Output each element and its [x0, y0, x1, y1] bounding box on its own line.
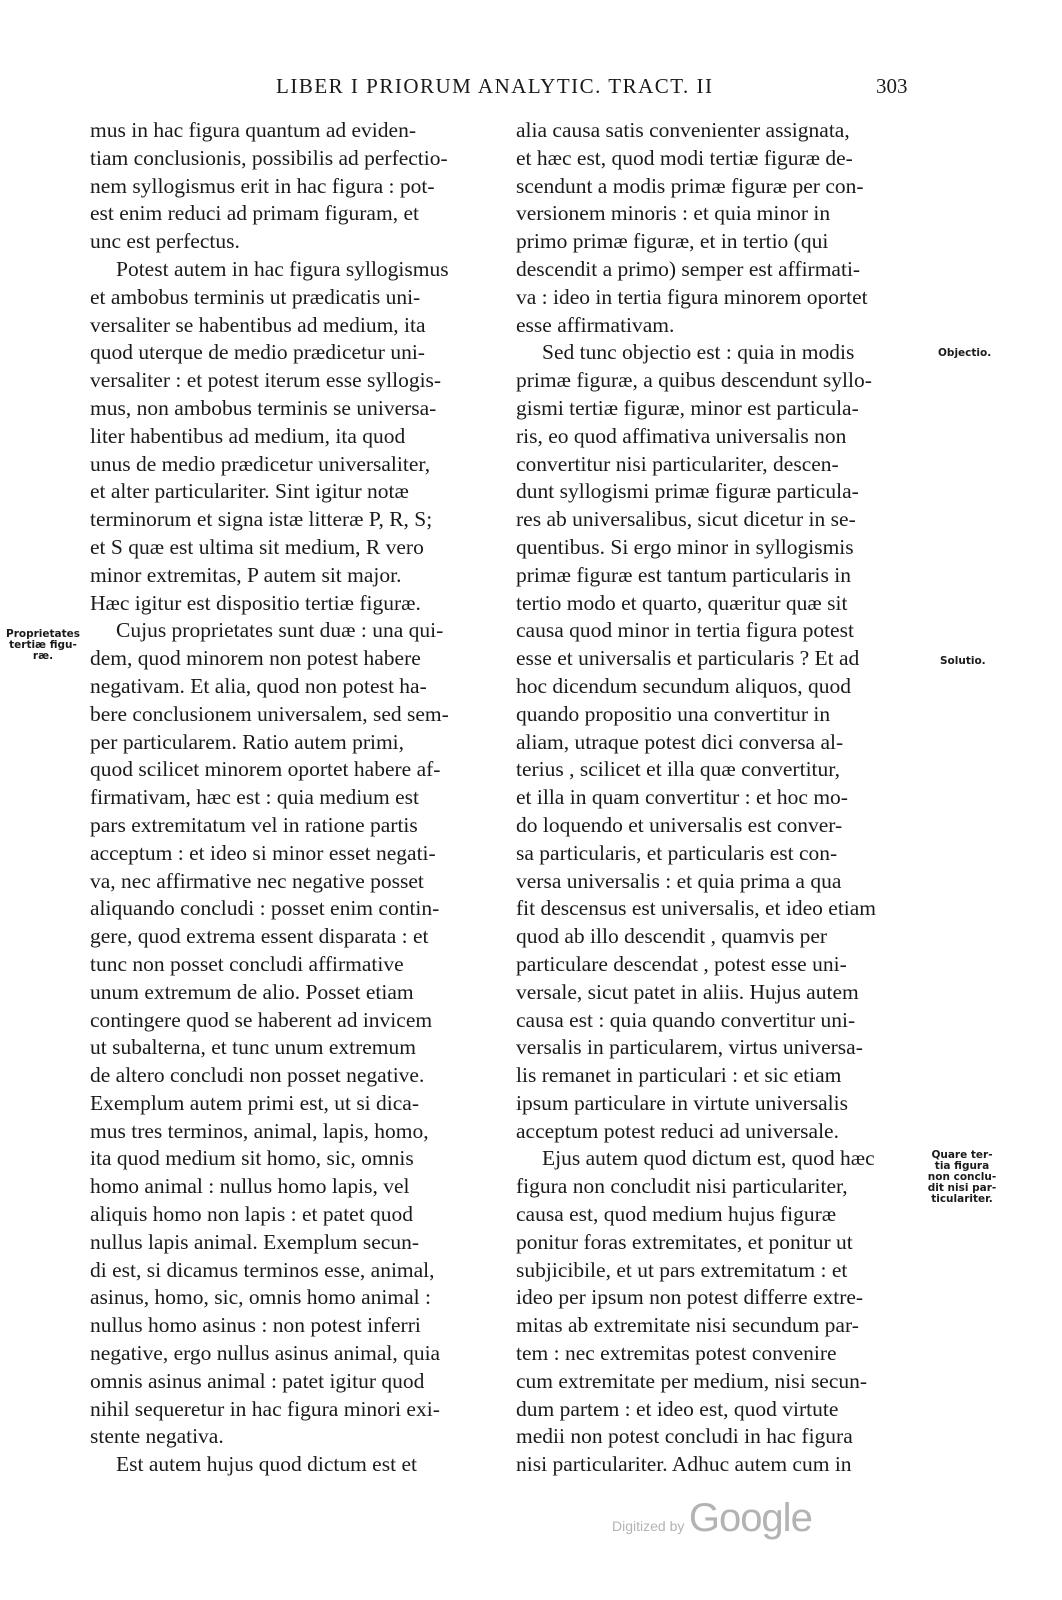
- text-line: nullus lapis animal. Exemplum secun-: [90, 1229, 420, 1254]
- margin-note-line: ræ.: [32, 650, 54, 662]
- text-line: particulare descendat , potest esse uni-: [516, 951, 847, 976]
- running-title: LIBER I PRIORUM ANALYTIC. TRACT. II: [276, 74, 714, 98]
- margin-note-solutio: [940, 656, 986, 667]
- text-line: sa particularis, et particularis est con-: [516, 840, 838, 865]
- text-line: esse et universalis et particularis ? Et ad: [516, 646, 860, 671]
- text-line: unus de medio prædicetur universaliter,: [90, 451, 431, 476]
- text-line: tiam conclusionis, possibilis ad perfectio-: [90, 145, 448, 170]
- text-line: asinus, homo, sic, omnis homo animal :: [90, 1285, 431, 1310]
- text-line: terminorum et signa istæ litteræ P, R, S;: [90, 507, 433, 532]
- text-line: Cujus proprietates sunt duæ : una qui-: [116, 618, 444, 643]
- text-line: causa est, quod medium hujus figuræ: [516, 1202, 837, 1227]
- text-line: nullus homo asinus : non potest inferri: [90, 1313, 421, 1338]
- text-line: mitas ab extremitate nisi secundum par-: [516, 1313, 859, 1338]
- text-line: firmativam, hæc est : quia medium est: [90, 785, 419, 810]
- margin-note-objectio: [938, 348, 991, 359]
- text-line: versionem minoris : et quia minor in: [516, 201, 831, 226]
- text-line: descendit a primo) semper est affirmati-: [516, 256, 861, 281]
- text-line: pars extremitatum vel in ratione partis: [90, 812, 418, 837]
- text-line: dem, quod minorem non potest habere: [90, 646, 421, 671]
- right-text-column: [516, 117, 916, 1479]
- text-line: Sed tunc objectio est : quia in modis: [542, 340, 855, 365]
- text-line: quod scilicet minorem oportet habere af-: [90, 757, 441, 782]
- text-line: homo animal : nullus homo lapis, vel: [90, 1174, 410, 1199]
- text-line: acceptum potest reduci ad universale.: [516, 1118, 839, 1143]
- text-line: aliam, utraque potest dici conversa al-: [516, 729, 844, 754]
- text-line: Potest autem in hac figura syllogismus: [116, 256, 449, 281]
- margin-note-line: Solutio.: [940, 655, 986, 667]
- text-line: convertitur nisi particulariter, descen-: [516, 451, 839, 476]
- text-line: unc est perfectus.: [90, 229, 240, 254]
- text-line: mus in hac figura quantum ad eviden-: [90, 118, 416, 142]
- margin-note-line: tertiæ figu-: [9, 639, 77, 651]
- text-line: tunc non posset concludi affirmative: [90, 951, 404, 976]
- text-line: Est autem hujus quod dictum est et: [116, 1452, 417, 1477]
- text-line: nem syllogismus erit in hac figura : pot-: [90, 173, 435, 198]
- text-line: ipsum particulare in virtute universalis: [516, 1090, 848, 1115]
- margin-note-line: Quare ter-: [931, 1149, 993, 1161]
- text-line: dum partem : et ideo est, quod virtute: [516, 1396, 839, 1421]
- text-line: negativam. Et alia, quod non potest ha-: [90, 673, 427, 698]
- text-line: causa quod minor in tertia figura potest: [516, 618, 854, 643]
- text-line: alia causa satis convenienter assignata,: [516, 118, 850, 142]
- text-line: gere, quod extrema essent disparata : et: [90, 924, 429, 949]
- text-line: ponitur foras extremitates, et ponitur ut: [516, 1229, 853, 1254]
- text-line: nisi particulariter. Adhuc autem cum in: [516, 1452, 852, 1477]
- text-line: de altero concludi non posset negative.: [90, 1063, 425, 1088]
- text-line: et hæc est, quod modi tertiæ figuræ de-: [516, 145, 853, 170]
- text-line: res ab universalibus, sicut dicetur in se-: [516, 507, 856, 532]
- text-line: mus tres terminos, animal, lapis, homo,: [90, 1118, 429, 1143]
- text-line: stente negativa.: [90, 1424, 224, 1449]
- text-line: versaliter : et potest iterum esse syllogis-: [90, 368, 442, 393]
- text-line: hoc dicendum secundum aliquos, quod: [516, 673, 851, 698]
- margin-note-line: Proprietates: [6, 628, 80, 640]
- text-line: nihil sequeretur in hac figura minori exi-: [90, 1396, 440, 1421]
- text-line: quod ab illo descendit , quamvis per: [516, 924, 828, 949]
- text-line: gismi tertiæ figuræ, minor est particula-: [516, 395, 859, 420]
- text-line: subjicibile, et ut pars extremitatum : et: [516, 1257, 848, 1282]
- text-line: quentibus. Si ergo minor in syllogismis: [516, 534, 854, 559]
- text-line: liter habentibus ad medium, ita quod: [90, 423, 406, 448]
- text-line: aliquis homo non lapis : et patet quod: [90, 1202, 414, 1227]
- text-line: et S quæ est ultima sit medium, R vero: [90, 534, 424, 559]
- text-line: omnis asinus animal : patet igitur quod: [90, 1368, 425, 1393]
- text-line: ris, eo quod affimativa universalis non: [516, 423, 847, 448]
- text-line: causa est : quia quando convertitur uni-: [516, 1007, 856, 1032]
- text-line: et ambobus terminis ut prædicatis uni-: [90, 284, 421, 309]
- page-number: 303: [876, 74, 908, 98]
- text-line: cum extremitate per medium, nisi secun-: [516, 1368, 868, 1393]
- text-line: quod uterque de medio prædicetur uni-: [90, 340, 425, 365]
- margin-note-proprietates: [2, 629, 84, 662]
- watermark-brand: Google: [688, 1496, 812, 1540]
- text-line: ita quod medium sit homo, sic, omnis: [90, 1146, 414, 1171]
- text-line: bere conclusionem universalem, sed sem-: [90, 701, 449, 726]
- text-line: scendunt a modis primæ figuræ per con-: [516, 173, 864, 198]
- text-line: minor extremitas, P autem sit major.: [90, 562, 402, 587]
- margin-note-line: Objectio.: [938, 347, 992, 359]
- margin-note-line: tia figura: [934, 1160, 990, 1172]
- text-line: dunt syllogismi primæ figuræ particula-: [516, 479, 859, 504]
- text-line: versaliter se habentibus ad medium, ita: [90, 312, 426, 337]
- text-line: versale, sicut patet in aliis. Hujus autem: [516, 979, 859, 1004]
- watermark-prefix: Digitized by: [612, 1518, 685, 1534]
- margin-note-line: dit nisi par-: [927, 1182, 997, 1194]
- left-text-column: [90, 117, 496, 1479]
- text-line: tem : nec extremitas potest convenire: [516, 1341, 837, 1366]
- text-line: versa universalis : et quia prima a qua: [516, 868, 842, 893]
- text-line: lis remanet in particulari : et sic etiam: [516, 1063, 842, 1088]
- text-line: acceptum : et ideo si minor esset negati-: [90, 840, 436, 865]
- text-line: et alter particulariter. Sint igitur notæ: [90, 479, 409, 504]
- text-line: Ejus autem quod dictum est, quod hæc: [542, 1146, 875, 1171]
- digitized-watermark: [612, 1496, 812, 1541]
- text-line: do loquendo et universalis est conver-: [516, 812, 843, 837]
- text-line: et illa in quam convertitur : et hoc mo-: [516, 785, 848, 810]
- text-line: contingere quod se haberent ad invicem: [90, 1007, 433, 1032]
- text-line: negative, ergo nullus asinus animal, quia: [90, 1341, 441, 1366]
- margin-note-line: non conclu-: [927, 1171, 997, 1183]
- text-line: figura non concludit nisi particulariter,: [516, 1174, 848, 1199]
- text-line: Exemplum autem primi est, ut si dica-: [90, 1090, 419, 1115]
- text-line: medii non potest concludi in hac figura: [516, 1424, 853, 1449]
- text-line: fit descensus est universalis, et ideo etiam: [516, 896, 877, 921]
- margin-note-line: ticulariter.: [931, 1193, 993, 1205]
- text-line: ideo per ipsum non potest differre extre-: [516, 1285, 864, 1310]
- text-line: va : ideo in tertia figura minorem oportet: [516, 284, 868, 309]
- text-line: quando propositio una convertitur in: [516, 701, 831, 726]
- text-line: primo primæ figuræ, et in tertio (qui: [516, 229, 829, 254]
- text-line: terius , scilicet et illa quæ convertitur,: [516, 757, 840, 782]
- text-line: di est, si dicamus terminos esse, animal,: [90, 1257, 435, 1282]
- text-line: aliquando concludi : posset enim contin-: [90, 896, 440, 921]
- text-line: Hæc igitur est dispositio tertiæ figuræ.: [90, 590, 421, 615]
- text-line: esse affirmativam.: [516, 312, 675, 337]
- text-line: tertio modo et quarto, quæritur quæ sit: [516, 590, 848, 615]
- text-line: mus, non ambobus terminis se universa-: [90, 395, 437, 420]
- text-line: va, nec affirmative nec negative posset: [90, 868, 424, 893]
- text-line: versalis in particularem, virtus universa-: [516, 1035, 863, 1060]
- text-line: per particularem. Ratio autem primi,: [90, 729, 405, 754]
- text-line: primæ figuræ, a quibus descendunt syllo-: [516, 368, 872, 393]
- text-line: primæ figuræ est tantum particularis in: [516, 562, 851, 587]
- margin-note-quare: [920, 1150, 1004, 1205]
- text-line: ut subalterna, et tunc unum extremum: [90, 1035, 416, 1060]
- text-line: est enim reduci ad primam figuram, et: [90, 201, 419, 226]
- text-line: unum extremum de alio. Posset etiam: [90, 979, 414, 1004]
